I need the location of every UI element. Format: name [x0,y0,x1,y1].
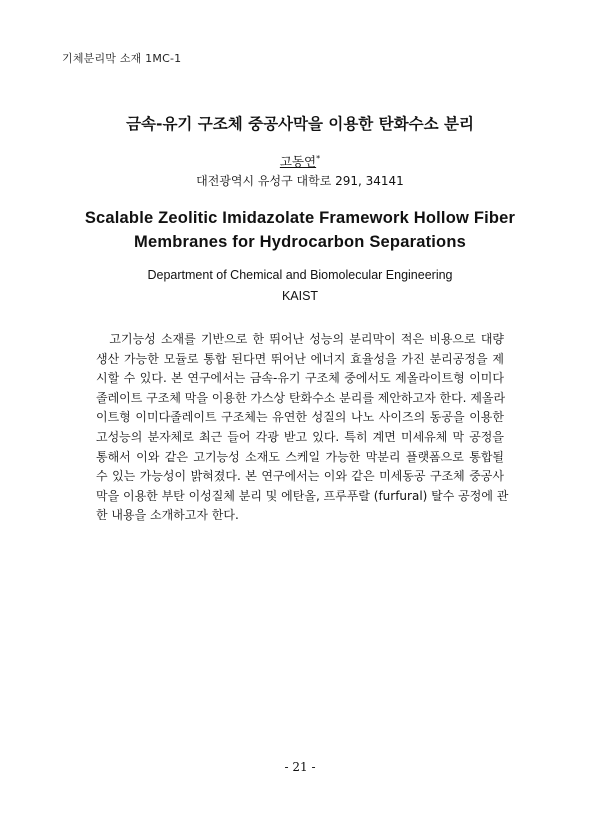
abstract-line: 이트형 이미다졸레이트 구조체는 유연한 성질의 나노 사이즈의 동공을 이용한 [96,410,504,425]
abstract-body [96,330,509,526]
abstract-line: 수 있는 가능성이 밝혀졌다. 본 연구에서는 이와 같은 미세동공 구조체 중공사 [96,469,504,484]
abstract-line: 막을 이용한 부탄 이성질체 분리 및 에탄올, 프루푸랄 (furfural) 탈수 공정에 관 [96,488,509,503]
author-name: 고동연 [279,154,317,169]
author-line [0,152,600,170]
paper-title-korean: 금속-유기 구조체 중공사막을 이용한 탄화수소 분리 [126,115,474,133]
page-number: - 21 - [284,760,316,774]
abstract-line: 한 내용을 소개하고자 한다. [96,508,239,523]
abstract-line: 고기능성 소재를 기반으로 한 뛰어난 성능의 분리막이 적은 비용으로 대량 [96,332,504,346]
paper-title-english-line-2: Membranes for Hydrocarbon Separations [134,233,466,251]
paper-title-english-line-1: Scalable Zeolitic Imidazolate Framework Hollow Fiber [84,209,516,227]
abstract-line: 생산 가능한 모듈로 통합 된다면 뛰어난 에너지 효율성을 가진 분리공정을 제 [96,351,504,366]
abstract-line: 시할 수 있다. 본 연구에서는 금속-유기 구조체 중에서도 제올라이트형 이미다 [96,371,504,386]
author-address-korean: 대전광역시 유성구 대학로 291, 34141 [196,174,404,188]
running-header: 기체분리막 소재 1MC-1 [62,52,182,65]
department-english: Department of Chemical and Biomolecular Engineering [147,268,453,282]
abstract-line: 통해서 이와 같은 고기능성 소재도 스케일 가능한 막분리 플랫폼으로 통합될 [96,449,504,464]
paper-title-english [0,206,600,254]
affiliation-english: KAIST [281,289,319,303]
abstract-line: 고성능의 분자체로 최근 들어 각광 받고 있다. 특히 계면 미세유체 막 공정을 [96,429,504,444]
corresponding-author-mark: * [316,154,321,163]
abstract-line: 졸레이트 구조체 막을 이용한 가스상 탄화수소 분리를 제안하고자 한다. 제올라 [96,390,506,405]
